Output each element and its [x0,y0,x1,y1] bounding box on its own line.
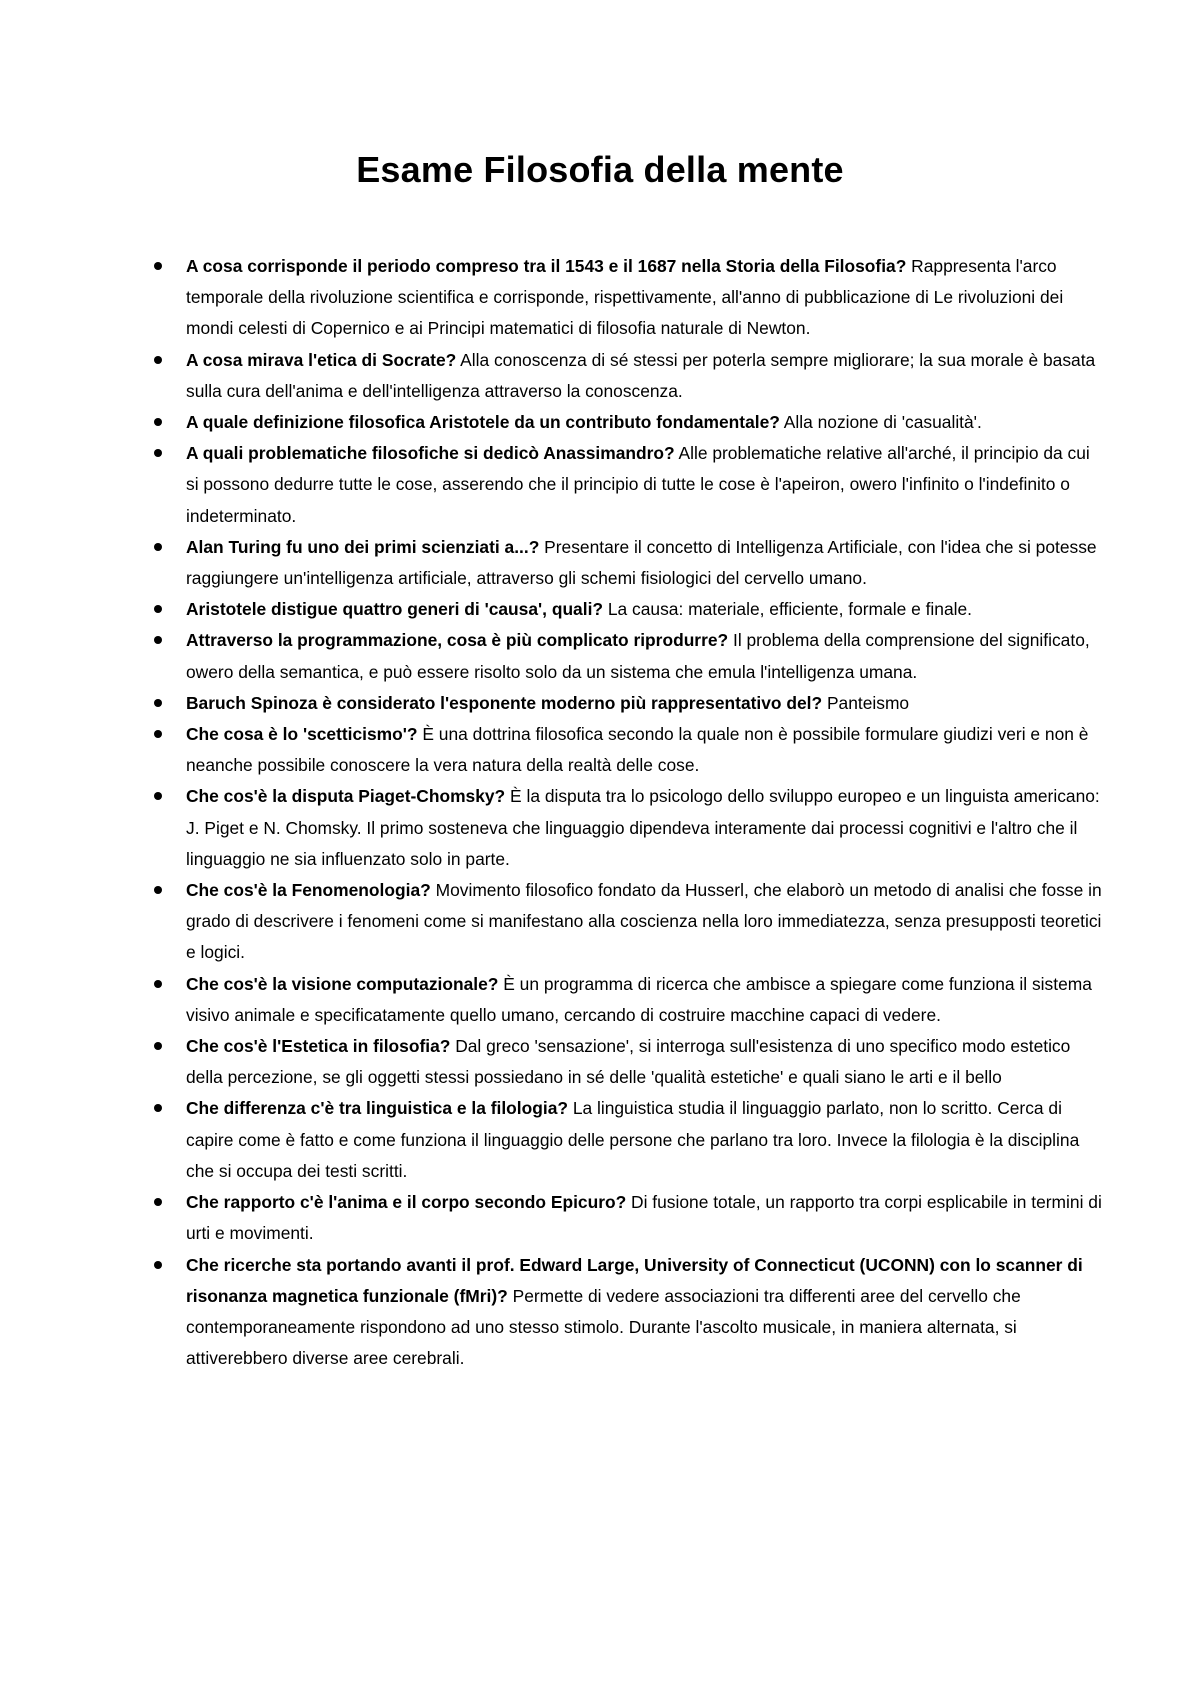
page-title: Esame Filosofia della mente [356,149,844,190]
list-item [186,969,1106,1031]
answer-text: Movimento filosofico fondato da Husserl, che elaborò un metodo di analisi che fosse in grado di descrivere i fenomeni come si manifestano alla coscienza nella loro immediatezza, senza presupposti teoretici e logici. [186,880,1102,963]
bullet-icon [154,356,162,364]
list-item [186,719,1106,781]
question-text: A quale definizione filosofica Aristotele da un contributo fondamentale? [186,412,780,433]
bullet-icon [154,980,162,988]
list-item [186,407,1106,438]
answer-text: Presentare il concetto di Intelligenza Artificiale, con l'idea che si potesse raggiungere un'intelligenza artificiale, attraverso gli schemi fisiologici del cervello umano. [186,536,1097,589]
question-text: Che cos'è la visione computazionale? [186,973,499,994]
answer-text: La causa: materiale, efficiente, formale e finale. [603,599,972,620]
bullet-icon [154,543,162,551]
answer-text: Il problema della comprensione del significato, owero della semantica, e può essere risolto solo da un sistema che emula l'intelligenza umana. [186,630,1090,682]
list-item [186,688,1106,719]
answer-text: Alla conoscenza di sé stessi per poterla sempre migliorare; la sua morale è basata sulla cura dell'anima e dell'intelligenza attraverso la conoscenza. [186,349,1096,401]
question-text: Che rapporto c'è l'anima e il corpo secondo Epicuro? [186,1192,627,1213]
list-item [186,1093,1106,1187]
list-item [186,251,1106,345]
bullet-icon [154,886,162,894]
bullet-icon [154,730,162,738]
list-item [186,345,1106,407]
list-item [186,1250,1106,1375]
bullet-icon [154,262,162,270]
qa-list [186,251,1106,1374]
bullet-icon [154,1261,162,1269]
list-item [186,781,1106,875]
question-text: Che cos'è l'Estetica in filosofia? [186,1036,451,1057]
question-text: A cosa corrisponde il periodo compreso tra il 1543 e il 1687 nella Storia della Filosofia? [186,256,907,276]
list-item [186,1031,1106,1093]
bullet-icon [154,605,162,613]
question-text: Che cos'è la disputa Piaget-Chomsky? [186,786,506,807]
list-item [186,532,1106,594]
answer-text: La linguistica studia il linguaggio parlato, non lo scritto. Cerca di capire come è fatto e come funziona il linguaggio delle persone che parlano tra loro. Invece la filologia è la disciplina che si occupa dei testi scritti. [186,1098,1080,1181]
answer-text: Alle problematiche relative all'arché, il principio da cui si possono dedurre tutte le cose, asserendo che il principio di tutte le cose è l'apeiron, owero l'infinito o l'indefinito o indeterminato. [186,443,1090,526]
bullet-icon [154,792,162,800]
list-item [186,438,1106,532]
question-text: Che cosa è lo 'scetticismo'? [186,724,418,745]
bullet-icon [154,1198,162,1206]
list-item [186,594,1106,625]
bullet-icon [154,699,162,707]
answer-text: Panteismo [822,692,910,713]
answer-text: È la disputa tra lo psicologo dello sviluppo europeo e un linguista americano: J. Piget e N. Chomsky. Il primo sosteneva che linguaggio dipendeva interamente dai processi cognitivi e l'altro che il linguaggio ne sia influenzato solo in parte. [186,786,1100,869]
answer-text: Di fusione totale, un rapporto tra corpi esplicabile in termini di urti e movimenti. [186,1192,1102,1244]
list-item [186,1187,1106,1249]
bullet-icon [154,636,162,644]
question-text: Attraverso la programmazione, cosa è più complicato riprodurre? [186,630,729,651]
list-item [186,625,1106,687]
bullet-icon [154,449,162,457]
answer-text: È una dottrina filosofica secondo la quale non è possibile formulare giudizi veri e non è neanche possibile conoscere la vera natura della realtà delle cose. [186,724,1089,776]
question-text: Aristotele distigue quattro generi di 'causa', quali? [186,599,604,620]
answer-text: Rappresenta l'arco temporale della rivoluzione scientifica e corrisponde, rispettivamente, all'anno di pubblicazione di Le rivoluzioni dei mondi celesti di Copernico e ai Principi matematici di filosofia naturale di Newton. [186,256,1064,339]
answer-text: Permette di vedere associazioni tra differenti aree del cervello che contemporaneamente rispondono ad uno stesso stimolo. Durante l'ascolto musicale, in maniera alternata, si attiverebbero diverse aree cerebrali. [186,1285,1021,1369]
bullet-icon [154,418,162,426]
question-text: Alan Turing fu uno dei primi scienziati a...? [186,536,540,557]
question-text: Che cos'è la Fenomenologia? [186,880,431,901]
question-text: Baruch Spinoza è considerato l'esponente moderno più rappresentativo del? [186,692,823,713]
answer-text: Alla nozione di 'casualità'. [779,412,982,433]
question-text: A quali problematiche filosofiche si dedicò Anassimandro? [186,443,675,464]
list-item [186,875,1106,969]
bullet-icon [154,1104,162,1112]
question-text: Che ricerche sta portando avanti il prof. Edward Large, University of Connecticut (UCONN) con lo scanner di risonanza magnetica funzionale (fMri)? [186,1254,1083,1306]
answer-text: Dal greco 'sensazione', si interroga sull'esistenza di uno specifico modo estetico della percezione, se gli oggetti stessi possiedano in sé delle 'qualità estetiche' e quali siano le arti e il bello [186,1036,1071,1088]
answer-text: È un programma di ricerca che ambisce a spiegare come funziona il sistema visivo animale e specificatamente quello umano, cercando di costruire macchine capaci di vedere. [186,973,1092,1025]
question-text: Che differenza c'è tra linguistica e la filologia? [186,1098,568,1119]
question-text: A cosa mirava l'etica di Socrate? [186,349,457,370]
bullet-icon [154,1042,162,1050]
